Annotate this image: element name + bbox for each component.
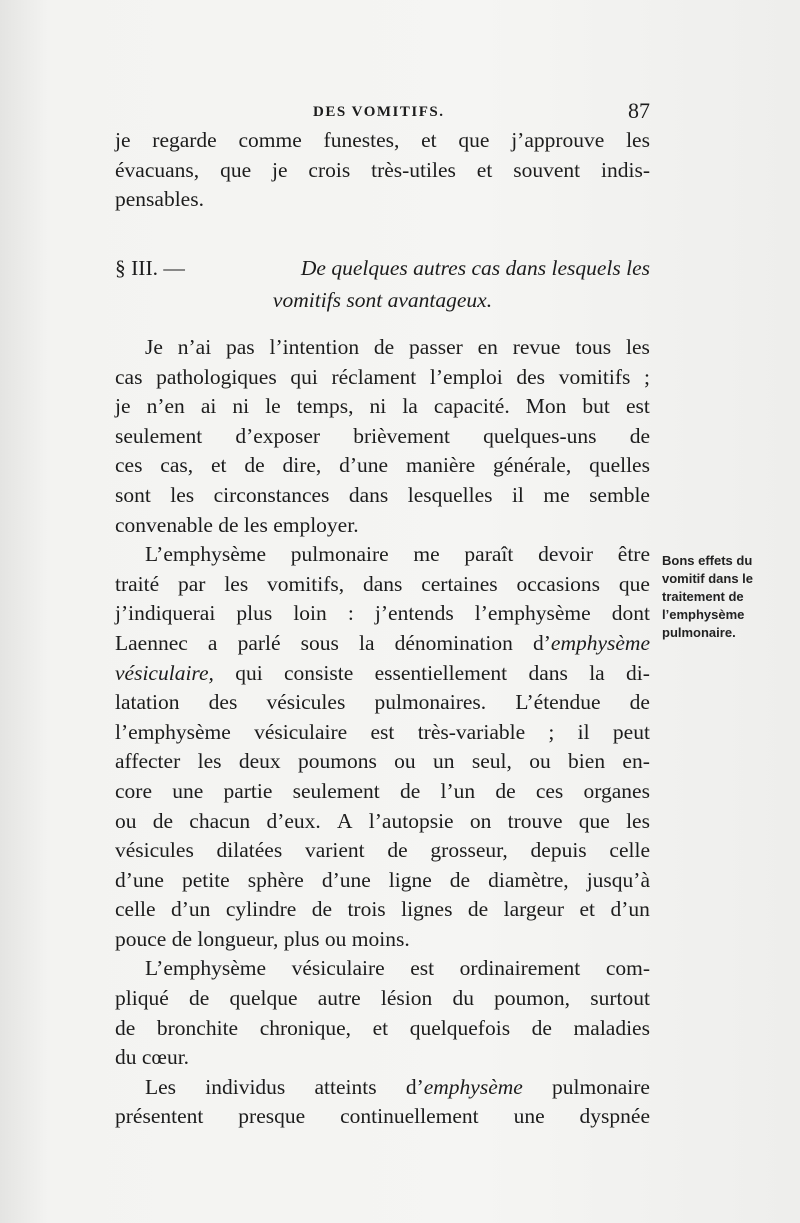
word: ni <box>369 394 387 419</box>
word: évacuans, <box>115 157 200 182</box>
word: l’autopsie <box>368 808 454 833</box>
word: lésion <box>380 986 433 1011</box>
word: affecter <box>115 749 181 774</box>
word: atteints <box>314 1074 377 1099</box>
page-header <box>115 98 650 126</box>
word: cas <box>115 364 143 389</box>
word: largeur <box>503 897 565 922</box>
word: le <box>265 394 281 419</box>
margin-note-line: vomitif dans le <box>662 571 754 586</box>
word: regarde <box>152 128 217 152</box>
word: seul, <box>471 749 512 774</box>
word: de <box>531 1015 552 1040</box>
word: d’une <box>339 453 389 478</box>
word: très-utiles <box>371 157 456 182</box>
word: n’en <box>146 394 185 419</box>
word: d’emphysème <box>405 1074 523 1099</box>
word: qui <box>290 364 318 389</box>
word: ou <box>115 808 137 833</box>
word: traité <box>115 571 160 596</box>
word: de <box>115 1015 136 1040</box>
section-number: § III. — <box>115 256 185 280</box>
word: en <box>477 335 498 359</box>
text-line: du cœur. <box>115 1045 190 1070</box>
word: temps, <box>296 394 354 419</box>
word: d’eux. <box>266 808 321 833</box>
text-line <box>115 540 650 570</box>
word: Je <box>145 335 163 359</box>
word: qui <box>235 660 263 685</box>
word: quelques-uns <box>483 423 597 448</box>
word: pulmonaires. <box>374 690 487 715</box>
word: d’exposer <box>235 423 321 448</box>
word: pliqué <box>115 986 169 1011</box>
word: être <box>617 542 650 567</box>
word: les <box>197 749 222 774</box>
word: l’emphysème <box>115 719 231 744</box>
word: devoir <box>538 542 594 567</box>
word: de <box>244 453 265 478</box>
word: paraît <box>464 542 514 567</box>
word: ; <box>548 719 555 744</box>
word: certaines <box>421 571 498 596</box>
word: pulmonaire <box>552 1074 650 1099</box>
word: L’emphysème <box>145 542 267 567</box>
text-line <box>115 1073 650 1103</box>
word: la <box>402 394 418 419</box>
word: ligne <box>388 867 432 892</box>
word: présentent <box>115 1104 204 1129</box>
word: la <box>589 660 605 685</box>
margin-note-line: pulmonaire. <box>662 625 736 640</box>
word: vésiculaire <box>254 719 348 744</box>
word: ou <box>529 749 551 774</box>
text-line <box>115 363 650 393</box>
word: Les <box>145 1074 177 1099</box>
word: de <box>373 335 395 359</box>
word: il <box>577 719 590 744</box>
text-line <box>115 954 650 984</box>
word: me <box>543 482 570 507</box>
word: semble <box>589 482 650 507</box>
word: sont <box>115 482 151 507</box>
word: les <box>626 128 650 152</box>
word: parlé <box>237 630 281 655</box>
word: consiste <box>284 660 354 685</box>
word: celle <box>609 838 650 863</box>
word: et <box>210 453 227 478</box>
word: de <box>152 808 174 833</box>
word: Mon <box>525 394 567 419</box>
word: très-variable <box>417 719 526 744</box>
word: chronique, <box>259 1015 352 1040</box>
text-line <box>115 156 650 186</box>
word: di- <box>626 660 650 685</box>
word: les <box>170 482 195 507</box>
word: ces <box>115 453 143 478</box>
word: les <box>626 808 650 833</box>
word: ai <box>200 394 217 419</box>
text-line <box>115 1102 650 1132</box>
margin-note-line: Bons effets du <box>662 553 753 568</box>
word: partie <box>223 778 273 803</box>
word: l’emploi <box>429 364 503 389</box>
section-title-line-2: vomitifs sont avantageux. <box>272 288 493 312</box>
word: pulmonaire <box>290 542 389 567</box>
word: je <box>115 394 131 419</box>
text-line: convenable de les employer. <box>115 512 359 537</box>
word: des <box>516 364 546 389</box>
word: plus <box>236 601 273 626</box>
word: de <box>387 838 408 863</box>
word: deux <box>238 749 281 774</box>
word: d’une <box>321 867 371 892</box>
word: surtout <box>590 986 650 1011</box>
main-text <box>115 333 650 1132</box>
word: celle <box>115 897 156 922</box>
word: des <box>208 690 238 715</box>
word: sous <box>300 630 339 655</box>
word: L’étendue <box>515 690 601 715</box>
text-line <box>115 481 650 511</box>
word: Laennec <box>115 630 188 655</box>
word: dilatées <box>216 838 283 863</box>
word: est <box>410 956 435 981</box>
word: indis- <box>601 157 650 182</box>
word: cylindre <box>225 897 297 922</box>
word: ou <box>394 749 416 774</box>
word: vomitifs <box>558 364 631 389</box>
word: jusqu’à <box>586 867 650 892</box>
word: n’ai <box>177 335 212 359</box>
word: souvent <box>513 157 581 182</box>
text-line <box>115 392 650 422</box>
word: vésiculaire <box>291 956 385 981</box>
word: lignes <box>401 897 453 922</box>
word: quelque <box>229 986 298 1011</box>
word: que <box>618 571 650 596</box>
page-number: 87 <box>628 98 650 123</box>
word: comme <box>238 128 302 152</box>
word: me <box>413 542 440 567</box>
word: tous <box>575 335 612 359</box>
word: la <box>359 630 375 655</box>
word: l’intention <box>269 335 360 359</box>
word: loin <box>293 601 327 626</box>
word: individus <box>205 1074 286 1099</box>
word: revue <box>512 335 561 359</box>
word: circonstances <box>213 482 330 507</box>
paragraph-top <box>115 126 650 215</box>
text-line <box>115 718 650 748</box>
word: L’emphysème <box>145 956 267 981</box>
text-line <box>115 599 650 629</box>
word: d’emphysème <box>532 630 650 655</box>
word: varient <box>304 838 365 863</box>
text-line <box>115 866 650 896</box>
word: et <box>476 157 493 182</box>
word: com- <box>605 956 650 981</box>
text-line <box>115 984 650 1014</box>
margin-note-line: l’emphysème <box>662 607 745 622</box>
text-line: pouce de longueur, plus ou moins. <box>115 926 410 951</box>
word: du <box>452 986 474 1011</box>
word: but <box>582 394 610 419</box>
word: bronchite <box>156 1015 239 1040</box>
word: sphère <box>247 867 304 892</box>
text-line <box>115 570 650 600</box>
word: j’entends <box>374 601 454 626</box>
word: de <box>188 986 210 1011</box>
word: les <box>625 335 650 359</box>
word: organes <box>583 778 650 803</box>
word: dyspnée <box>579 1104 650 1129</box>
text-line <box>115 333 650 363</box>
word: passer <box>409 335 463 359</box>
word: poumon, <box>494 986 571 1011</box>
word: de <box>629 690 650 715</box>
word: l’un <box>440 778 476 803</box>
word: dans <box>528 660 568 685</box>
word: et <box>372 1015 389 1040</box>
word: chacun <box>189 808 251 833</box>
word: je <box>115 128 131 152</box>
word: latation <box>115 690 180 715</box>
text-line <box>115 629 650 659</box>
word: est <box>370 719 395 744</box>
text-line <box>115 836 650 866</box>
text-line <box>115 659 650 689</box>
word: a <box>207 630 218 655</box>
word: continuellement <box>340 1104 479 1129</box>
running-head: DES VOMITIFS. <box>313 104 445 120</box>
word: funestes, <box>323 128 400 152</box>
word: d’un <box>610 897 650 922</box>
word: quelles <box>589 453 650 478</box>
word: brièvement <box>353 423 450 448</box>
word: vésiculaire, <box>115 660 214 685</box>
word: les <box>224 571 249 596</box>
word: d’un <box>171 897 211 922</box>
word: en- <box>622 749 650 774</box>
word: seulement <box>115 423 203 448</box>
text-line <box>115 777 650 807</box>
word: ordinairement <box>459 956 581 981</box>
word: de <box>467 897 489 922</box>
word: occasions <box>516 571 601 596</box>
word: dans <box>362 571 403 596</box>
word: diamètre, <box>488 867 569 892</box>
word: grosseur, <box>430 838 508 863</box>
word: petite <box>181 867 230 892</box>
word: pas <box>226 335 255 359</box>
word: lesquelles <box>407 482 493 507</box>
word: presque <box>238 1104 306 1129</box>
word: par <box>178 571 206 596</box>
word: vésicules <box>266 690 346 715</box>
text-line <box>115 126 650 156</box>
word: vomitifs, <box>267 571 345 596</box>
word: seulement <box>292 778 380 803</box>
word: que <box>578 808 610 833</box>
section-title-line-1: De quelques autres cas dans lesquels les <box>300 256 650 280</box>
word: dénomination <box>394 630 513 655</box>
word: pathologiques <box>156 364 277 389</box>
word: générale, <box>493 453 572 478</box>
word: et <box>421 128 437 152</box>
text-line <box>115 747 650 777</box>
word: que <box>220 157 252 182</box>
word: de <box>495 778 516 803</box>
word: une <box>513 1104 545 1129</box>
word: dont <box>611 601 650 626</box>
word: core <box>115 778 152 803</box>
word: A <box>337 808 353 833</box>
word: capacité. <box>433 394 510 419</box>
word: ces <box>535 778 564 803</box>
text-line <box>115 422 650 452</box>
word: dire, <box>282 453 322 478</box>
text-line <box>115 451 650 481</box>
word: de <box>311 897 333 922</box>
word: un <box>433 749 455 774</box>
word: manière <box>405 453 476 478</box>
word: autre <box>317 986 361 1011</box>
word: ; <box>644 364 650 389</box>
word: dans <box>348 482 389 507</box>
text-line: pensables. <box>115 187 204 212</box>
word: d’une <box>115 867 164 892</box>
margin-note-line: traitement de <box>662 589 744 604</box>
word: une <box>172 778 204 803</box>
word: crois <box>308 157 351 182</box>
word: j’approuve <box>511 128 605 152</box>
word: de <box>629 423 650 448</box>
word: peut <box>612 719 650 744</box>
word: maladies <box>573 1015 650 1040</box>
word: réclament <box>331 364 417 389</box>
word: depuis <box>530 838 587 863</box>
word: trois <box>347 897 386 922</box>
word: je <box>272 157 288 182</box>
word: j’indiquerai <box>115 601 216 626</box>
text-line <box>115 895 650 925</box>
word: cas, <box>160 453 194 478</box>
word: quelquefois <box>409 1015 511 1040</box>
section-heading <box>115 252 650 316</box>
word: essentiellement <box>374 660 508 685</box>
word: que <box>458 128 490 152</box>
text-line <box>115 807 650 837</box>
word: : <box>347 601 354 626</box>
word: ni <box>232 394 250 419</box>
word: vésicules <box>115 838 194 863</box>
word: bien <box>568 749 606 774</box>
margin-note <box>662 552 762 642</box>
word: l’emphysème <box>474 601 591 626</box>
word: et <box>579 897 596 922</box>
word: poumons <box>297 749 377 774</box>
word: trouve <box>507 808 563 833</box>
word: il <box>511 482 524 507</box>
word: on <box>469 808 492 833</box>
text-line <box>115 688 650 718</box>
text-line <box>115 1014 650 1044</box>
word: est <box>625 394 650 419</box>
word: de <box>399 778 421 803</box>
word: de <box>449 867 471 892</box>
